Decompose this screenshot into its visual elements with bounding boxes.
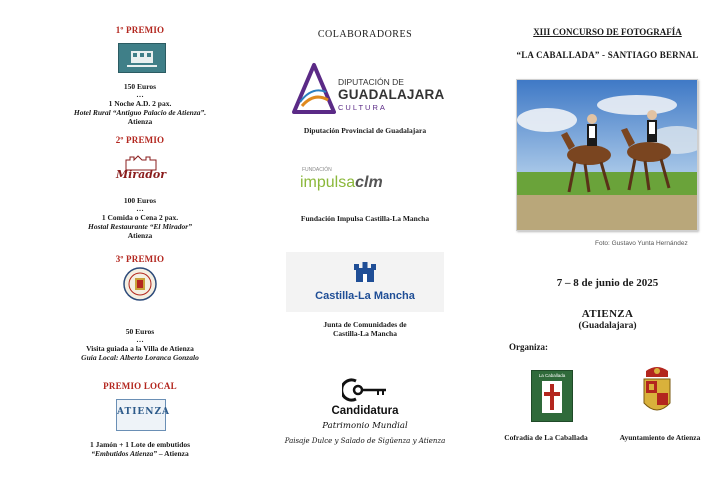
castle-emblem-icon [350, 258, 380, 286]
impulsa-logo-main: impulsa [300, 174, 356, 191]
prize3-line2: Guía Local: Alberto Loranca Gonzalo [81, 353, 199, 362]
prize1-amount: 150 Euros [123, 82, 157, 91]
coat-of-arms-icon [640, 365, 674, 421]
caballada-logo-text: La Caballada [538, 373, 566, 378]
prize1-line3: Atienza [127, 117, 153, 126]
candidatura-logo [270, 375, 460, 455]
caballada-caption: Cofradía de La Caballada [504, 433, 588, 442]
diputacion-caption: Diputación Provincial de Guadalajara [303, 126, 427, 135]
prize1-heading: 1º PREMIO [115, 25, 165, 35]
contest-title: XIII CONCURSO DE FOTOGRAFÍA [533, 27, 682, 37]
prize3-line1: Visita guiada a la Villa de Atienza [86, 344, 194, 353]
embutidos-logo [116, 399, 171, 431]
local-prize-heading: PREMIO LOCAL [103, 381, 177, 391]
building-icon [119, 44, 165, 72]
prize2-line3: Atienza [127, 231, 153, 240]
prize2-dots: … [136, 204, 144, 213]
contest-photo [516, 79, 698, 231]
diputacion-logo-line1: DIPUTACIÓN DE [338, 77, 404, 87]
jccm-logo-text: Castilla-La Mancha [315, 290, 415, 302]
contest-region: (Guadalajara) [578, 321, 637, 331]
prize1-line2: Hotel Rural “Antiguo Palacio de Atienza”. [73, 108, 207, 117]
diputacion-logo [290, 60, 445, 120]
prize2-heading: 2º PREMIO [115, 135, 165, 145]
photo-credit: Foto: Gustavo Yunta Hernández [595, 240, 688, 247]
triangle-icon [292, 62, 336, 116]
organiza-label: Organiza: [509, 342, 548, 352]
prize1-dots: … [136, 90, 144, 99]
local-line1: 1 Jamón + 1 Lote de embutidos [89, 440, 191, 449]
prizes-column [40, 0, 240, 500]
impulsa-logo-clm: clm [355, 174, 383, 191]
mirador-logo-text: Mirador [115, 168, 167, 181]
horse-riders-photo [517, 80, 697, 230]
seal-icon [122, 266, 158, 302]
candidatura-logo-sub: Patrimonio Mundial [322, 421, 408, 431]
contest-column [495, 0, 720, 500]
hotel-logo [118, 43, 166, 73]
cross-icon [532, 378, 572, 418]
contest-subtitle: “LA CABALLADA” - SANTIAGO BERNAL [516, 50, 699, 60]
collaborators-column [270, 0, 460, 500]
impulsa-logo-small: FUNDACIÓN [302, 167, 332, 173]
diputacion-logo-line2: GUADALAJARA [338, 87, 445, 102]
embutidos-logo-text: ATIENZA [117, 407, 171, 417]
jccm-caption-line1: Junta de Comunidades de [323, 320, 407, 329]
local-line2-wrap [40, 449, 240, 458]
candidatura-logo-line: Paisaje Dulce y Salado de Sigüenza y Atienza [284, 437, 446, 445]
jccm-caption-line2: Castilla-La Mancha [333, 329, 397, 338]
contest-place: ATIENZA [581, 308, 634, 320]
prize3-heading: 3º PREMIO [115, 254, 165, 264]
prize2-amount: 100 Euros [123, 196, 157, 205]
impulsa-logo-main-wrap [300, 174, 383, 192]
contest-dates: 7 – 8 de junio de 2025 [556, 277, 659, 289]
collaborators-title: COLABORADORES [317, 29, 413, 40]
prize1-line1: 1 Noche A.D. 2 pax. [108, 99, 172, 108]
guide-seal-logo [122, 266, 158, 302]
ayuntamiento-logo [640, 365, 674, 421]
impulsa-caption: Fundación Impulsa Castilla-La Mancha [300, 214, 430, 223]
impulsa-logo [300, 165, 430, 201]
local-line2: “Embutidos Atienza” [91, 449, 158, 458]
caballada-logo [531, 370, 573, 422]
prize2-line1: 1 Comida o Cena 2 pax. [101, 213, 179, 222]
prize3-dots: … [136, 335, 144, 344]
key-icon [342, 377, 392, 403]
mirador-logo [112, 152, 170, 186]
local-line2-town: – Atienza [157, 449, 189, 458]
diputacion-logo-line3: CULTURA [338, 103, 387, 112]
prize2-line2: Hostal Restaurante “El Mirador” [88, 222, 192, 231]
jccm-logo [286, 252, 444, 312]
prize3-amount: 50 Euros [125, 327, 155, 336]
candidatura-logo-title: Candidatura [331, 405, 399, 417]
ayuntamiento-caption: Ayuntamiento de Atienza [619, 433, 701, 442]
